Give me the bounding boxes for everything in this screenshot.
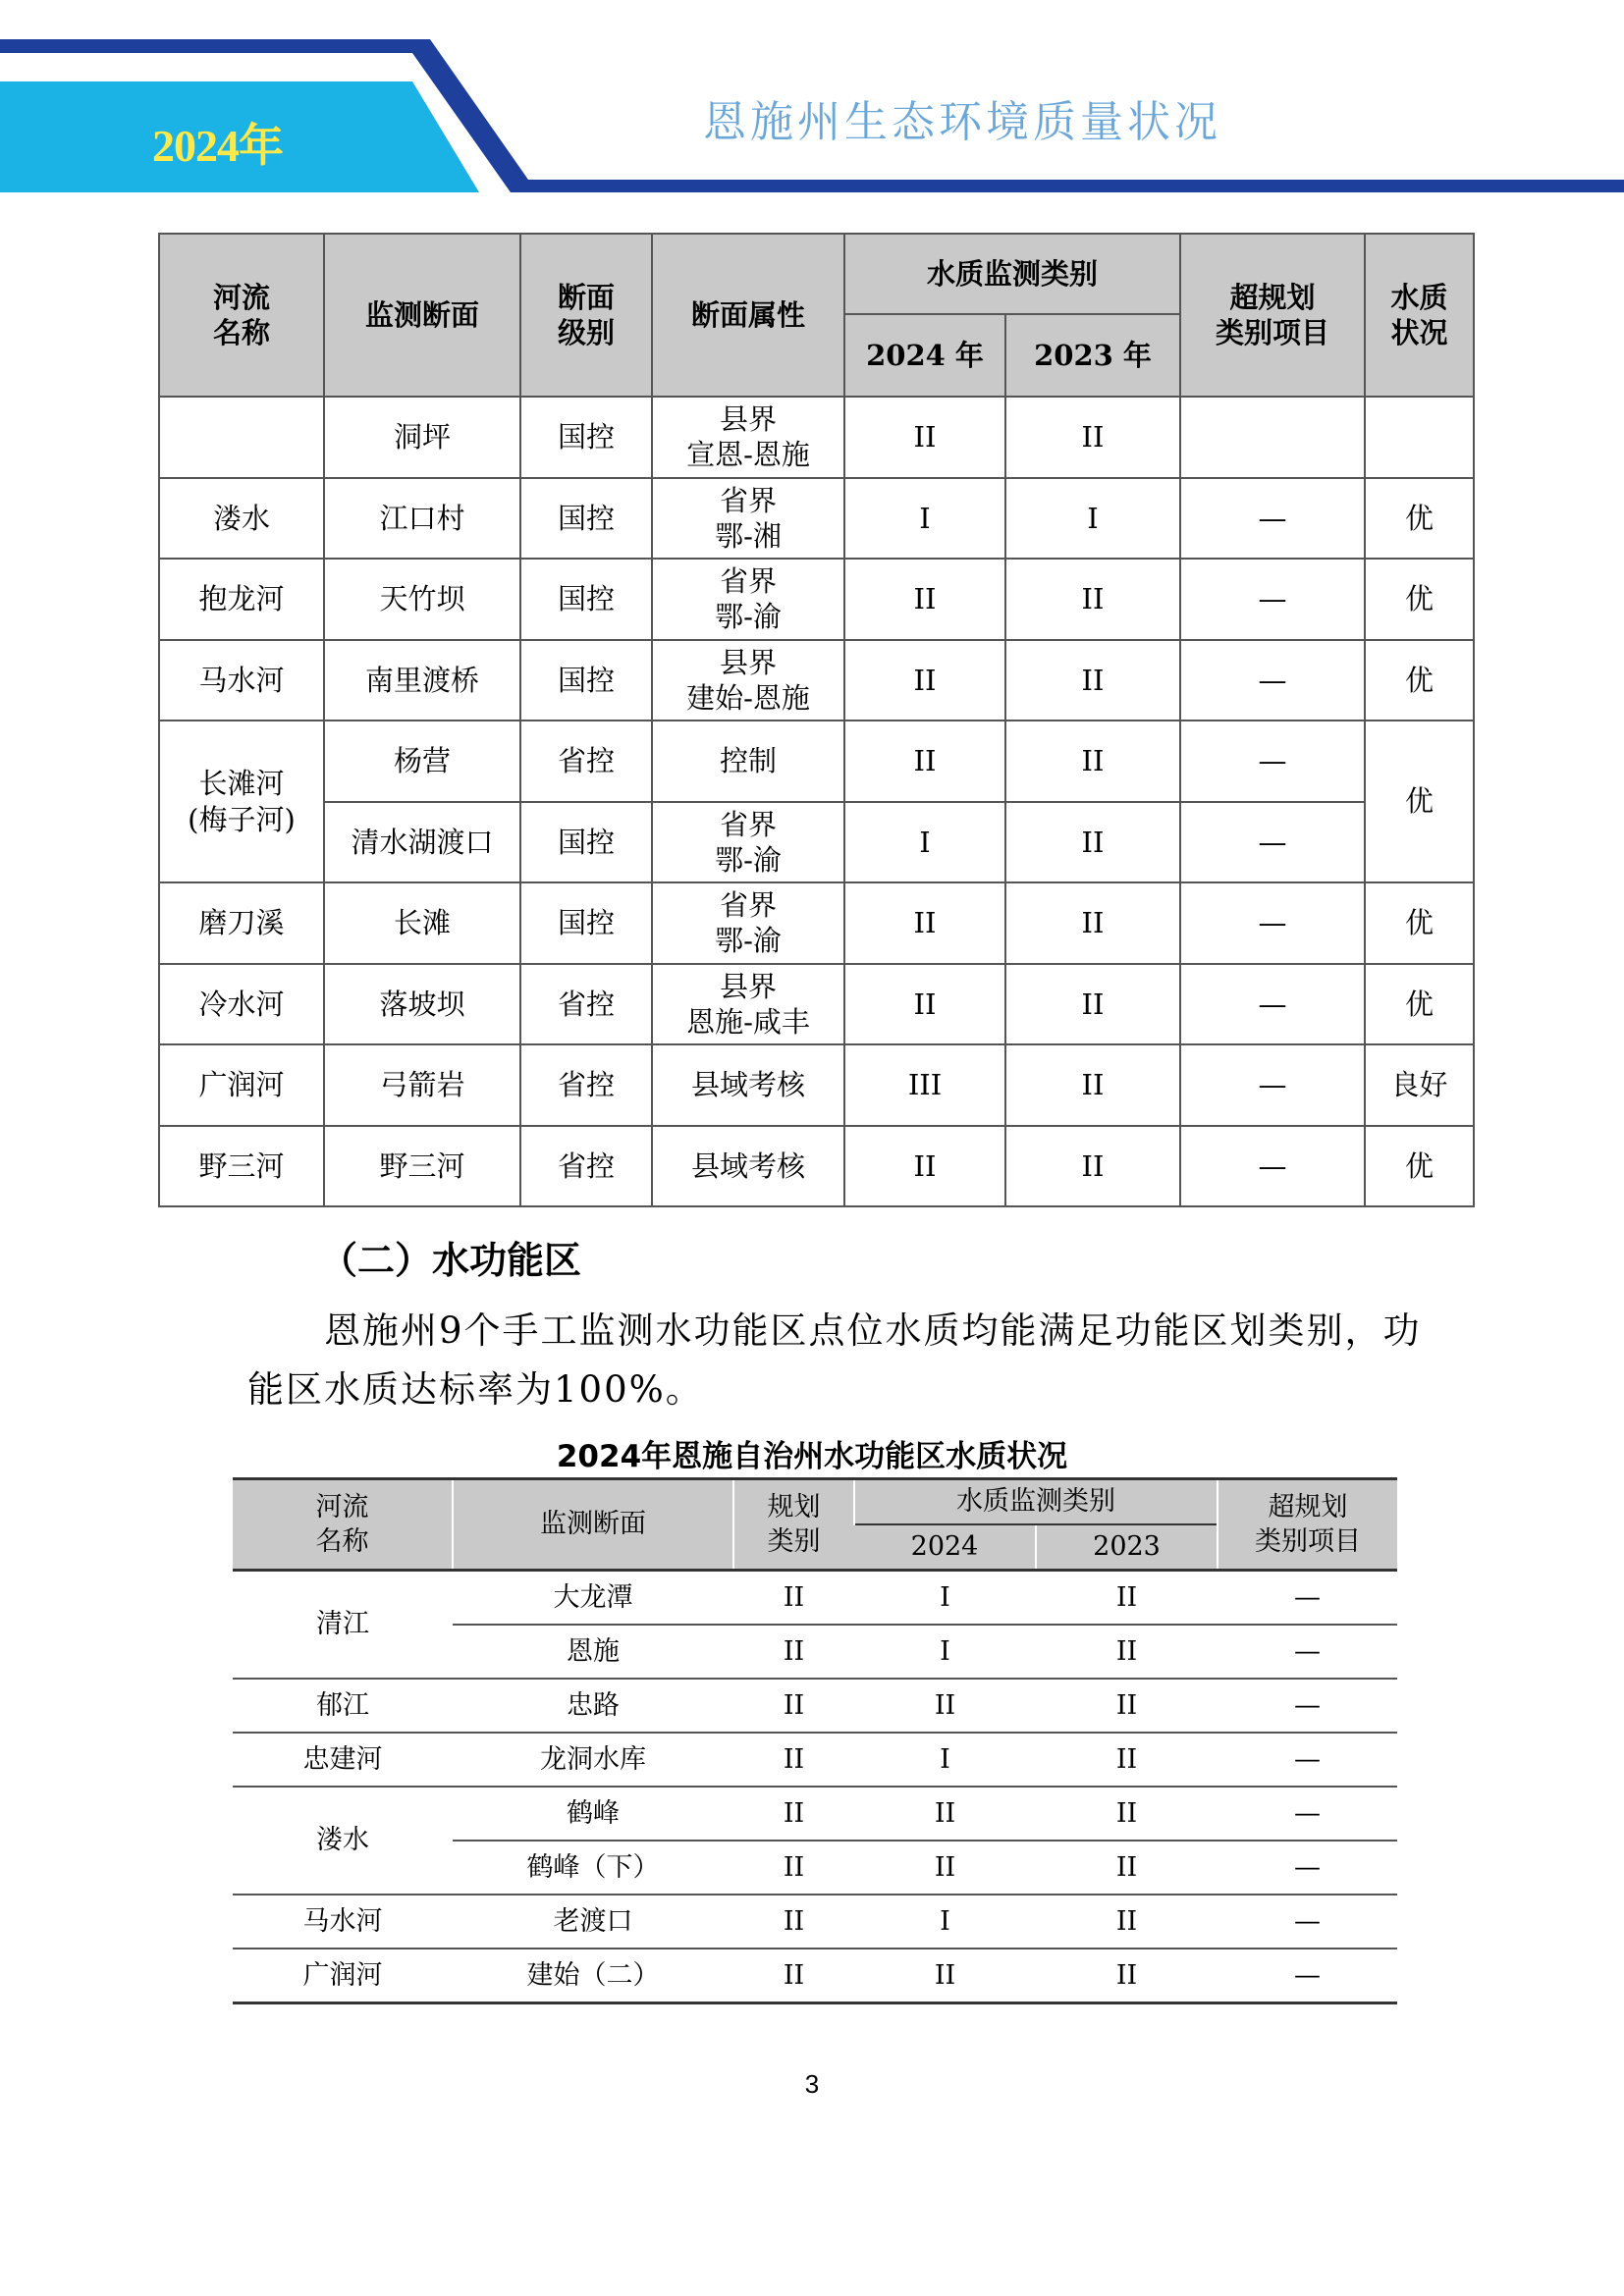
header-section: 监测断面 xyxy=(324,234,520,397)
cell-river: 抱龙河 xyxy=(159,559,324,640)
cell-exceed: — xyxy=(1218,1571,1397,1626)
header-quality-category: 水质监测类别 xyxy=(854,1479,1218,1525)
cell-exceed: — xyxy=(1218,1841,1397,1895)
cell-2024: II xyxy=(854,1787,1036,1841)
cell-2024: I xyxy=(854,1895,1036,1949)
cell-level: 省控 xyxy=(520,1044,652,1126)
cell-2023: II xyxy=(1036,1895,1218,1949)
cell-level: 省控 xyxy=(520,964,652,1045)
cell-exceed: — xyxy=(1180,1126,1365,1207)
header-title: 恩施州生态环境质量状况 xyxy=(703,97,1221,147)
cell-exceed: — xyxy=(1218,1733,1397,1787)
table-caption: 2024年恩施自治州水功能区水质状况 xyxy=(556,1439,1068,1474)
cell-2024: I xyxy=(844,478,1005,560)
header-year-2024: 2024 xyxy=(854,1524,1036,1571)
cell-exceed: — xyxy=(1180,882,1365,964)
header-river-name xyxy=(233,1479,453,1571)
cell-attribute xyxy=(652,478,844,560)
cell-river: 溇水 xyxy=(233,1787,453,1895)
header-river-name-text: 河流 名称 xyxy=(315,1491,369,1557)
cell-plan: II xyxy=(733,1625,854,1679)
header-attribute: 断面属性 xyxy=(652,234,844,397)
header-section: 监测断面 xyxy=(453,1479,733,1571)
cell-2023: II xyxy=(1005,1044,1180,1126)
cell-river-text: 长滩河 (梅子河) xyxy=(188,767,296,836)
table-row xyxy=(233,1571,1397,1626)
cell-plan: II xyxy=(733,1895,854,1949)
cell-section: 鹤峰（下） xyxy=(453,1841,733,1895)
table-row xyxy=(233,1787,1397,1841)
table-row xyxy=(233,1733,1397,1787)
cell-river: 溇水 xyxy=(159,478,324,560)
cell-section: 洞坪 xyxy=(324,397,520,478)
table-row xyxy=(159,1126,1474,1207)
water-function-zone-table xyxy=(233,1477,1397,2004)
cell-attribute xyxy=(652,640,844,721)
cell-2024: II xyxy=(844,640,1005,721)
section-heading: （二）水功能区 xyxy=(320,1239,582,1282)
attribute-line1: 县界 xyxy=(719,402,777,436)
cell-river xyxy=(159,721,324,882)
cell-2024: III xyxy=(844,1044,1005,1126)
attribute-line2: 恩施-咸丰 xyxy=(686,1004,810,1039)
table-row xyxy=(159,559,1474,640)
cell-plan: II xyxy=(733,1949,854,2003)
cell-2023: II xyxy=(1036,1841,1218,1895)
attribute-line1: 省界 xyxy=(719,483,777,517)
cell-status: 优 xyxy=(1365,559,1474,640)
cell-exceed: — xyxy=(1218,1787,1397,1841)
cell-status: 优 xyxy=(1365,640,1474,721)
cell-level: 省控 xyxy=(520,1126,652,1207)
cell-2023: II xyxy=(1005,721,1180,802)
cell-section: 龙洞水库 xyxy=(453,1733,733,1787)
cell-section: 长滩 xyxy=(324,882,520,964)
attribute-line2: 鄂-渝 xyxy=(715,842,782,877)
cell-2024: II xyxy=(844,882,1005,964)
table-row xyxy=(159,397,1474,478)
cell-level: 省控 xyxy=(520,721,652,802)
table-row xyxy=(159,882,1474,964)
table-row xyxy=(159,964,1474,1045)
cell-exceed: — xyxy=(1218,1679,1397,1733)
cell-plan: II xyxy=(733,1571,854,1626)
cell-attribute: 控制 xyxy=(652,721,844,802)
section-paragraph: 恩施州9个手工监测水功能区点位水质均能满足功能区划类别，功能区水质达标率为100%。 xyxy=(247,1309,1422,1411)
header-exceed-text: 超规划 类别项目 xyxy=(1216,280,1330,349)
cell-exceed: — xyxy=(1218,1625,1397,1679)
cell-status xyxy=(1365,397,1474,478)
cell-status: 优 xyxy=(1365,478,1474,560)
cell-section: 野三河 xyxy=(324,1126,520,1207)
cell-section: 忠路 xyxy=(453,1679,733,1733)
header-year-2023: 2023 xyxy=(1036,1524,1218,1571)
cell-plan: II xyxy=(733,1787,854,1841)
cell-2023: II xyxy=(1005,964,1180,1045)
cell-river: 野三河 xyxy=(159,1126,324,1207)
cell-section: 落坡坝 xyxy=(324,964,520,1045)
header-river-name xyxy=(159,234,324,397)
cell-exceed: — xyxy=(1180,721,1365,802)
cell-section: 恩施 xyxy=(453,1625,733,1679)
cell-plan: II xyxy=(733,1679,854,1733)
cell-status: 优 xyxy=(1365,1126,1474,1207)
cell-status: 优 xyxy=(1365,882,1474,964)
cell-river: 马水河 xyxy=(233,1895,453,1949)
cell-section: 大龙潭 xyxy=(453,1571,733,1626)
cell-2024: II xyxy=(854,1841,1036,1895)
cell-plan: II xyxy=(733,1841,854,1895)
cell-river: 郁江 xyxy=(233,1679,453,1733)
cell-2023: II xyxy=(1036,1679,1218,1733)
cell-attribute xyxy=(652,802,844,883)
cell-2023: II xyxy=(1005,802,1180,883)
cell-2024: II xyxy=(844,559,1005,640)
cell-status: 优 xyxy=(1365,721,1474,882)
header-plan-category xyxy=(733,1479,854,1571)
attribute-line2: 鄂-湘 xyxy=(715,518,782,553)
attribute-line1: 省界 xyxy=(719,807,777,841)
cell-section: 鹤峰 xyxy=(453,1787,733,1841)
header-quality-category: 水质监测类别 xyxy=(844,234,1180,314)
cell-exceed: — xyxy=(1180,1044,1365,1126)
cell-2024: II xyxy=(844,964,1005,1045)
cell-2023: II xyxy=(1005,1126,1180,1207)
attribute-line2: 宣恩-恩施 xyxy=(686,438,810,472)
cell-plan: II xyxy=(733,1733,854,1787)
cell-2023: II xyxy=(1036,1949,1218,2003)
table-row xyxy=(159,640,1474,721)
table-row xyxy=(159,478,1474,560)
cell-section: 清水湖渡口 xyxy=(324,802,520,883)
cell-river: 马水河 xyxy=(159,640,324,721)
cell-river: 广润河 xyxy=(233,1949,453,2003)
table-row xyxy=(159,1044,1474,1126)
cell-section: 杨营 xyxy=(324,721,520,802)
cell-river: 清江 xyxy=(233,1571,453,1680)
cell-2024: II xyxy=(854,1679,1036,1733)
table-row xyxy=(159,802,1474,883)
cell-2024: I xyxy=(854,1625,1036,1679)
cell-section: 南里渡桥 xyxy=(324,640,520,721)
cell-river: 磨刀溪 xyxy=(159,882,324,964)
header-status-text: 水质 状况 xyxy=(1390,280,1448,349)
header-year-2024: 2024 年 xyxy=(844,314,1005,397)
cell-level: 国控 xyxy=(520,397,652,478)
cell-2023: II xyxy=(1005,559,1180,640)
cell-exceed: — xyxy=(1218,1949,1397,2003)
header-river-name-text: 河流 名称 xyxy=(212,280,270,349)
table-row xyxy=(233,1949,1397,2003)
header-level-text: 断面 级别 xyxy=(557,280,615,349)
cell-section: 弓箭岩 xyxy=(324,1044,520,1126)
cell-level: 国控 xyxy=(520,559,652,640)
attribute-line1: 省界 xyxy=(719,564,777,598)
cell-2023: II xyxy=(1005,640,1180,721)
cell-2024: I xyxy=(854,1733,1036,1787)
cell-level: 国控 xyxy=(520,478,652,560)
header-level xyxy=(520,234,652,397)
table-row xyxy=(233,1679,1397,1733)
header-quality-status xyxy=(1365,234,1474,397)
cell-2024: II xyxy=(844,1126,1005,1207)
cell-river: 广润河 xyxy=(159,1044,324,1126)
cell-section: 老渡口 xyxy=(453,1895,733,1949)
cell-attribute xyxy=(652,882,844,964)
table-row xyxy=(159,721,1474,802)
cell-2024: II xyxy=(854,1949,1036,2003)
cell-2023: II xyxy=(1036,1787,1218,1841)
cell-exceed: — xyxy=(1180,478,1365,560)
page-number: 3 xyxy=(804,2069,820,2099)
cell-exceed xyxy=(1180,397,1365,478)
cell-level: 国控 xyxy=(520,802,652,883)
attribute-line1: 县界 xyxy=(719,969,777,1003)
cell-2023: II xyxy=(1036,1733,1218,1787)
cell-2023: II xyxy=(1005,882,1180,964)
page-header xyxy=(0,0,1624,206)
cell-exceed: — xyxy=(1218,1895,1397,1949)
cell-exceed: — xyxy=(1180,964,1365,1045)
cell-2023: II xyxy=(1036,1571,1218,1626)
cell-2024: II xyxy=(844,721,1005,802)
header-exceed-items xyxy=(1218,1479,1397,1571)
attribute-line2: 鄂-渝 xyxy=(715,924,782,958)
cell-attribute: 县域考核 xyxy=(652,1044,844,1126)
river-section-quality-table xyxy=(158,233,1475,1207)
header-year-2023: 2023 年 xyxy=(1005,314,1180,397)
cell-2024: II xyxy=(844,397,1005,478)
cell-2023: II xyxy=(1036,1625,1218,1679)
header-year: 2024年 xyxy=(152,121,283,171)
attribute-line1: 省界 xyxy=(719,888,777,922)
header-exceed-items xyxy=(1180,234,1365,397)
cell-exceed: — xyxy=(1180,802,1365,883)
cell-section: 天竹坝 xyxy=(324,559,520,640)
cell-level: 国控 xyxy=(520,882,652,964)
cell-section: 江口村 xyxy=(324,478,520,560)
cell-status: 优 xyxy=(1365,964,1474,1045)
cell-status: 良好 xyxy=(1365,1044,1474,1126)
cell-exceed: — xyxy=(1180,640,1365,721)
cell-attribute xyxy=(652,559,844,640)
cell-river xyxy=(159,397,324,478)
cell-attribute xyxy=(652,397,844,478)
attribute-line2: 建始-恩施 xyxy=(686,680,810,715)
attribute-line1: 县界 xyxy=(719,645,777,679)
header-plan-text: 规划 类别 xyxy=(767,1491,821,1557)
cell-river: 忠建河 xyxy=(233,1733,453,1787)
header-exceed-text: 超规划 类别项目 xyxy=(1255,1491,1361,1557)
cell-2023: I xyxy=(1005,478,1180,560)
cell-exceed: — xyxy=(1180,559,1365,640)
cell-attribute: 县域考核 xyxy=(652,1126,844,1207)
attribute-line2: 鄂-渝 xyxy=(715,600,782,634)
cell-2024: I xyxy=(844,802,1005,883)
table-row xyxy=(233,1895,1397,1949)
cell-level: 国控 xyxy=(520,640,652,721)
cell-section: 建始（二） xyxy=(453,1949,733,2003)
cell-river: 冷水河 xyxy=(159,964,324,1045)
cell-attribute xyxy=(652,964,844,1045)
cell-2024: I xyxy=(854,1571,1036,1626)
cell-2023: II xyxy=(1005,397,1180,478)
